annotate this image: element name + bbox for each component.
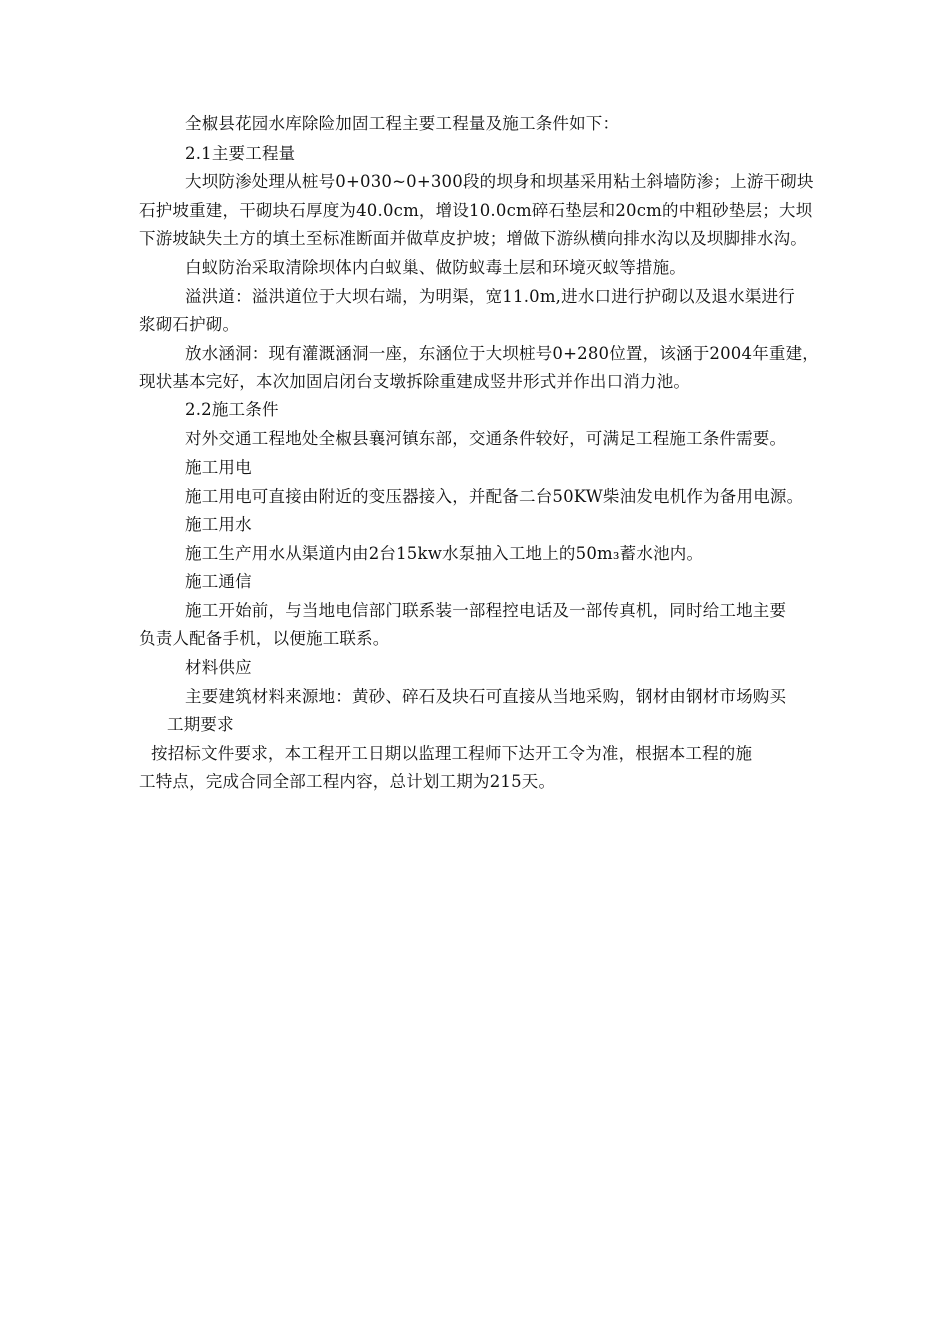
body-line-communication-1: 施工开始前，与当地电信部门联系装一部程控电话及一部传真机，同时给工地主要	[185, 601, 787, 620]
body-line-spillway-1: 溢洪道：溢洪道位于大坝右端，为明渠，宽11.0m,进水口进行护砌以及退水渠进行	[185, 287, 795, 306]
body-line-schedule-1: 按招标文件要求，本工程开工日期以监理工程师下达开工令为准，根据本工程的施	[151, 744, 753, 763]
body-line-termite-control: 白蚁防治采取清除坝体内白蚁巢、做防蚁毒土层和环境灭蚁等措施。	[185, 258, 686, 277]
body-line-power: 施工用电可直接由附近的变压器接入，并配备二台50KW柴油发电机作为备用电源。	[185, 487, 804, 506]
section-heading-construction-conditions: 2.2施工条件	[185, 400, 279, 419]
body-line-dam-seepage-3: 下游坡缺失土方的填土至标准断面并做草皮护坡；增做下游纵横向排水沟以及坝脚排水沟。	[139, 229, 807, 248]
body-line-materials: 主要建筑材料来源地：黄砂、碎石及块石可直接从当地采购，钢材由钢材市场购买	[185, 687, 787, 706]
subheading-communication: 施工通信	[185, 572, 252, 591]
subheading-power: 施工用电	[185, 458, 252, 477]
subheading-schedule: 工期要求	[167, 715, 234, 734]
body-line-traffic: 对外交通工程地处全椒县襄河镇东部，交通条件较好，可满足工程施工条件需要。	[185, 429, 787, 448]
body-line-dam-seepage-2: 石护坡重建，干砌块石厚度为40.0cm，增设10.0cm碎石垫层和20cm的中粗砂垫层；大坝	[139, 201, 813, 220]
subheading-water: 施工用水	[185, 515, 252, 534]
body-line-dam-seepage-1: 大坝防渗处理从桩号0+030~0+300段的坝身和坝基采用粘土斜墙防渗；上游干砌块	[185, 172, 814, 191]
body-line-spillway-2: 浆砌石护砌。	[139, 315, 240, 334]
intro-line: 全椒县花园水库除险加固工程主要工程量及施工条件如下：	[185, 114, 620, 133]
subheading-materials: 材料供应	[185, 658, 252, 677]
body-line-schedule-2: 工特点，完成合同全部工程内容，总计划工期为215天。	[139, 772, 556, 791]
body-line-culvert-2: 现状基本完好，本次加固启闭台支墩拆除重建成竖井形式并作出口消力池。	[139, 372, 691, 391]
section-heading-main-quantities: 2.1主要工程量	[185, 144, 296, 163]
body-line-communication-2: 负责人配备手机，以便施工联系。	[139, 629, 390, 648]
body-line-culvert-1: 放水涵洞：现有灌溉涵洞一座，东涵位于大坝桩号0+280位置，该涵于2004年重建，	[185, 344, 820, 363]
body-line-water: 施工生产用水从渠道内由2台15kw水泵抽入工地上的50m₃蓄水池内。	[185, 544, 704, 563]
